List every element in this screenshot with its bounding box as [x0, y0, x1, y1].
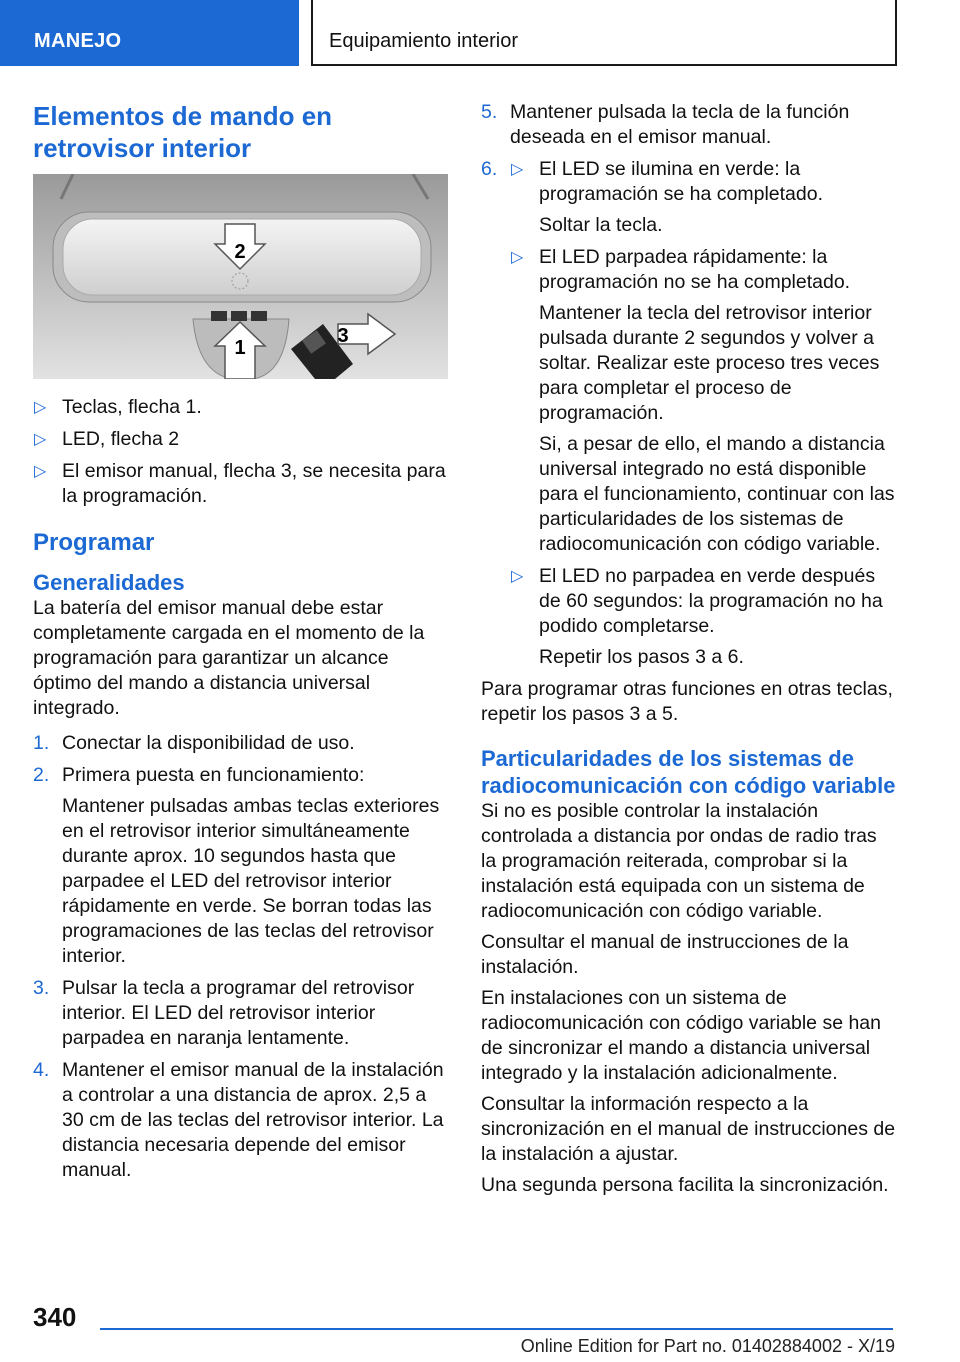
arrow-label-2: 2: [234, 241, 246, 263]
step-item: 3. Pulsar la tecla a programar del retrovisor interior. El LED del retrovisor interior parpadea en naranja lentamente.: [33, 977, 415, 1049]
paragraph: En instalaciones con un sistema de radiocomunicación con código variable se han de sincronizar el mando a distancia universal integrado y la instalación adicionalmente.: [481, 987, 881, 1084]
footer-divider: [100, 1328, 893, 1330]
step-item: 4. Mantener el emisor manual de la instalación a controlar a una distancia de aprox. 2,5 a 30 cm de las teclas del retrovisor interior. La distancia necesaria depende del emisor manual.: [33, 1059, 444, 1181]
section-tab: [0, 0, 299, 66]
paragraph: Consultar el manual de instrucciones de la instalación.: [481, 931, 849, 978]
page-number: 340: [33, 1302, 77, 1332]
paragraph: Para programar otras funciones en otras teclas, repetir los pasos 3 a 5.: [481, 678, 893, 725]
section-title: Elementos de mando en retrovisor interior: [33, 101, 333, 163]
chapter-header: [311, 0, 897, 66]
step-item: 6. ▷ El LED se ilumina en verde: la programación se ha completado. Soltar la tecla. ▷ El LED parpadea rápidamente: la programación no se ha completado. Mantener la tecla del retrovisor interior pulsada durante 2 segundos y volver a soltar. Realizar este proceso tres veces para completar el proceso de programación. Si, a pesar de ello, el mando a distancia universal integrado no está disponible para el funcionamiento, continuar con las particularidades de los sistemas de radiocomunicación con código variable. ▷ El LED no parpadea en verde después de 60 segundos: la programación no ha podido completarse. Repetir los pasos 3 a 6.: [481, 158, 895, 668]
heading-programar: Programar: [33, 529, 155, 556]
triangle-right-icon: ▷: [511, 249, 524, 266]
paragraph: Si no es posible controlar la instalación controlada a distancia por ondas de radio tras la programación reiterada, comprobar si la instalación está equipada con un sistema de radiocomunicación con código variable.: [481, 800, 877, 922]
triangle-right-icon: ▷: [34, 463, 47, 480]
triangle-right-icon: ▷: [511, 568, 524, 585]
heading-generalidades: Generalidades: [33, 570, 185, 595]
step-detail: Mantener pulsadas ambas teclas exteriores en el retrovisor interior simultáneamente durante aprox. 10 segundos hasta que parpadee el LED del retrovisor interior rápidamente en verde. Se borran todas las programaciones de las teclas del retrovisor interior.: [62, 795, 440, 967]
heading-particularidades: Particularidades de los sistemas de radiocomunicación con código variable: [481, 746, 896, 798]
list-item: ▷ El LED se ilumina en verde: la programación se ha completado. Soltar la tecla.: [511, 158, 823, 236]
step-item: 1. Conectar la disponibilidad de uso.: [33, 732, 355, 754]
paragraph: Una segunda persona facilita la sincronización.: [481, 1174, 889, 1196]
chapter-label: Equipamiento interior: [329, 30, 518, 52]
arrow-label-1: 1: [234, 337, 246, 359]
arrow-label-3: 3: [337, 325, 349, 347]
triangle-right-icon: ▷: [511, 161, 524, 178]
list-item: ▷ El LED no parpadea en verde después de 60 segundos: la programación no ha podido completarse. Repetir los pasos 3 a 6.: [511, 565, 883, 668]
step-item: 2. Primera puesta en funcionamiento: Mantener pulsadas ambas teclas exteriores en el retrovisor interior simultáneamente durante aprox. 10 segundos hasta que parpadee el LED del retrovisor interior rápidamente en verde. Se borran todas las programaciones de las teclas del retrovisor interior.: [33, 763, 448, 969]
triangle-right-icon: ▷: [34, 399, 47, 416]
steps-list-continued: [481, 100, 896, 670]
steps-list: [33, 731, 448, 1183]
figure-legend: [33, 395, 448, 509]
right-column: [481, 100, 896, 1204]
list-item: ▷ Teclas, flecha 1.: [34, 396, 202, 418]
paragraph: Consultar la información respecto a la sincronización en el manual de instrucciones de la instalación a ajustar.: [481, 1093, 896, 1165]
edition-footer: Online Edition for Part no. 01402884002 - X/19: [520, 1336, 895, 1356]
step-item: 5. Mantener pulsada la tecla de la función deseada en el emisor manual.: [481, 101, 850, 148]
section-label: MANEJO: [34, 30, 122, 52]
intro-paragraph: La batería del emisor manual debe estar completamente cargada en el momento de la programación para garantizar un alcance óptimo del mando a distancia universal integrado.: [33, 597, 425, 719]
mirror-illustration: [33, 174, 448, 379]
triangle-right-icon: ▷: [34, 431, 47, 448]
step6-cases: [510, 157, 896, 670]
left-column: [33, 100, 448, 1190]
list-item: ▷ LED, flecha 2: [34, 428, 180, 450]
list-item: ▷ El LED parpadea rápidamente: la programación no se ha completado. Mantener la tecla del retrovisor interior pulsada durante 2 segundos y volver a soltar. Realizar este proceso tres veces para completar el proceso de programación. Si, a pesar de ello, el mando a distancia universal integrado no está disponible para el funcionamiento, continuar con las particularidades de los sistemas de radiocomunicación con código variable.: [511, 246, 895, 555]
list-item: ▷ El emisor manual, flecha 3, se necesita para la programación.: [34, 460, 446, 507]
